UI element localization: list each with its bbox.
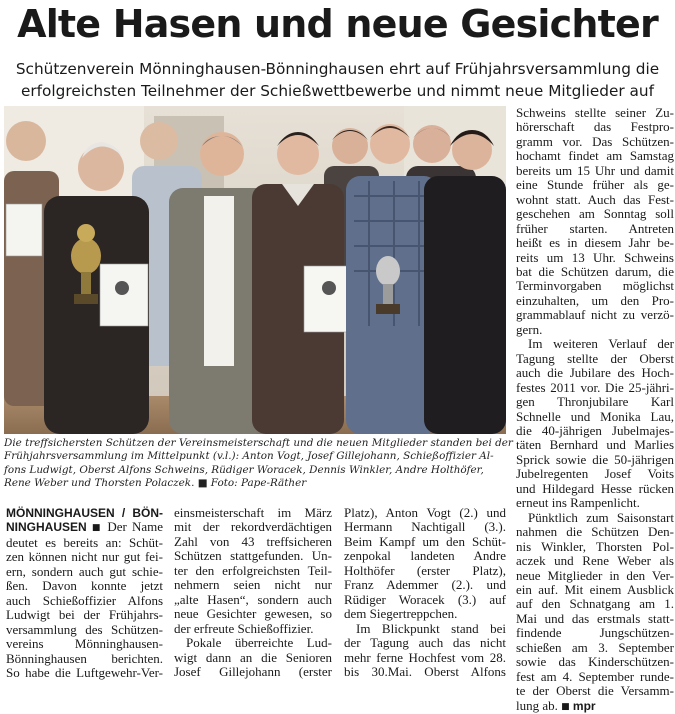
article-line: neue Gesichter gewesen, so bbox=[174, 606, 332, 622]
caption-line: Frühjahrsversammlung im Mittelpunkt (v.l.): Anton Vogt, Josef Gillejohann, Schießoffizier Al- bbox=[4, 450, 494, 463]
article-line: erneut ins Rampenlicht. bbox=[516, 495, 640, 511]
article-line: bat die Schützen darum, die bbox=[516, 263, 674, 279]
article-line: Im weiteren Verlauf der bbox=[528, 336, 674, 352]
article-line: mehr ferne Hochfest vom 28. bbox=[344, 649, 506, 665]
article-line: auf den Schnatgang am 1. bbox=[516, 596, 674, 612]
article-column-1 bbox=[6, 506, 163, 680]
article-line: Schnelle und Monika Lau, bbox=[516, 408, 674, 424]
article-line: gern. bbox=[516, 321, 543, 337]
article-line: Bönninghausen berichten. bbox=[6, 650, 163, 666]
article-line: der erfreute Schießoffizier. bbox=[174, 620, 314, 636]
article-line: Mai und das erstmals statt- bbox=[516, 610, 674, 626]
article-line: eine Stunde früher als ge- bbox=[516, 177, 674, 193]
article-line: Schweins stellte seiner Zu- bbox=[516, 105, 674, 120]
article-line: Hermann Nachtigall (3.). bbox=[344, 519, 506, 535]
article-line: deutet es bereits an: Schüt- bbox=[6, 534, 163, 550]
article-line: nahmen die Schützen Den- bbox=[516, 524, 674, 540]
article-line: Tagung stellte der Oberst bbox=[516, 350, 674, 366]
caption-line: Die treffsichersten Schützen der Vereinsmeisterschaft und die neuen Mitglieder standen bei der bbox=[4, 437, 513, 449]
article-line: reits um 13 Uhr. Schweins bbox=[516, 249, 674, 265]
article-line: sowie das Kinderschützen- bbox=[516, 654, 674, 670]
article-line: auch Schießoffizier Alfons bbox=[6, 592, 163, 608]
article-column-3 bbox=[344, 506, 506, 679]
subheadline-line: erfolgreichsten Teilnehmer der Schießwettbewerbe und nimmt neue Mitglieder auf bbox=[20, 82, 655, 100]
group-photo-illustration bbox=[4, 106, 506, 434]
article-line: heißt es in diesem Jahr be- bbox=[516, 235, 674, 251]
article-line: gen Thronjubilare Karl bbox=[516, 394, 674, 410]
article-line: dem Siegertreppchen. bbox=[344, 606, 458, 622]
article-line: mit der rekordverdächtigen bbox=[174, 519, 332, 535]
article-line: Sprick sowie die 50-jährigen bbox=[516, 451, 674, 467]
article-line: nis Winkler, Thorsten Pol- bbox=[516, 538, 674, 554]
article-line: Josef Gillejohann (erster bbox=[174, 663, 332, 679]
article-line: hochamt findet am Samstag bbox=[516, 148, 674, 164]
article-line: Franz Ademmer (2.). und bbox=[344, 577, 506, 593]
article-line: Platz), Anton Vogt (2.) und bbox=[344, 505, 506, 520]
article-line: zenpokal landeten Andre bbox=[344, 548, 506, 564]
article-line: vereins Mönninghausen- bbox=[6, 636, 163, 652]
article-line: einsmeisterschaft im März bbox=[174, 505, 332, 520]
article-line: bis 30.Mai. Oberst Alfons bbox=[344, 663, 506, 679]
article-line: die 40-jährigen Jubelmajes- bbox=[516, 422, 674, 438]
dateline: MÖNNINGHAUSEN / BÖN- bbox=[6, 506, 163, 520]
article-column-4 bbox=[516, 106, 674, 714]
article-line: festes 2011 vor. Die 25-jähri- bbox=[516, 379, 674, 395]
article-line: grammablauf nicht zu verzö- bbox=[516, 307, 674, 323]
article-line: ern, sondern auch gut schie- bbox=[6, 563, 163, 579]
article-line: wohnt statt. Auch das Fest- bbox=[516, 191, 674, 207]
subheadline-line: Schützenverein Mönninghausen-Bönninghausen ehrt auf Frühjahrsversammlung die bbox=[15, 60, 660, 78]
article-line: geschehen am Sonntag soll bbox=[516, 206, 674, 222]
headline: Alte Hasen und neue Gesichter bbox=[17, 2, 658, 46]
subheadline bbox=[0, 58, 675, 102]
caption-line: Rene Weber und Thorsten Polaczek. ■ Foto: Pape-Räther bbox=[4, 476, 307, 489]
article-line: wigt dann an die Senioren bbox=[174, 649, 332, 665]
article-line: fest am 4. September runde- bbox=[516, 668, 674, 684]
article-line: zen können nicht nur gut fei- bbox=[6, 549, 163, 565]
article-line: Holthöfer (erster Platz), bbox=[344, 562, 506, 578]
article-line: ßen. Davon konnte jetzt bbox=[6, 578, 163, 594]
article-line: Pokale überreichte Lud- bbox=[186, 635, 332, 651]
article-line: Rüdiger Woracek (3.) auf bbox=[344, 591, 506, 607]
article-line: Zahl von 43 treffsicheren bbox=[174, 533, 332, 549]
group-photo bbox=[4, 106, 506, 434]
article-end-marker-icon: ■ bbox=[561, 701, 570, 712]
photo-caption bbox=[4, 437, 513, 490]
article-last-line: lung ab. ■ mpr bbox=[516, 697, 596, 713]
article-line: So habe die Luftgewehr-Ver- bbox=[6, 664, 163, 680]
article-line: Ludwigt bei der Frühjahrs- bbox=[6, 607, 163, 623]
article-line: gramm vor. Das Schützen- bbox=[516, 133, 674, 149]
article-line: Terminvorgaben möglichst bbox=[516, 278, 674, 294]
article-line: auch die Jubilare des Hoch- bbox=[516, 365, 674, 381]
article-line: täten Bernhard und Marlies bbox=[516, 437, 674, 453]
article-line: Jubelregenten Josef Voits bbox=[516, 466, 674, 482]
article-line: aczek und Rene Weber als bbox=[516, 553, 674, 569]
article-line: schießen am 3. September bbox=[516, 639, 674, 655]
article-line: und Hildegard Hesse rücken bbox=[516, 480, 674, 496]
article-marker-icon: ■ bbox=[91, 523, 103, 534]
article-line: bereits um 15 Uhr und damit bbox=[516, 162, 674, 178]
article-line: hörerschaft das Festpro- bbox=[516, 119, 674, 135]
article-line: findende Jungschützen- bbox=[516, 625, 674, 641]
author-signature: mpr bbox=[572, 698, 596, 713]
article-line: versammlung des Schützen- bbox=[6, 621, 163, 637]
article-line: Schützen stattgefunden. Un- bbox=[174, 548, 332, 564]
article-line: neue Mitglieder in den Ver- bbox=[516, 567, 674, 583]
article-line: früher starten. Antreten bbox=[516, 220, 674, 236]
article-line: ter den erfolgreichsten Teil- bbox=[174, 562, 332, 578]
caption-line: fons Ludwigt, Oberst Alfons Schweins, Rüdiger Woracek, Dennis Winkler, Andre Holthöfer, bbox=[4, 463, 484, 476]
article-line: Im Blickpunkt stand bei bbox=[356, 620, 506, 636]
article-line: Pünktlich zum Saisonstart bbox=[528, 509, 674, 525]
article-line: Beim Kampf um den Schüt- bbox=[344, 533, 506, 549]
dateline-line-2: NINGHAUSEN ■ Der Name bbox=[6, 519, 164, 535]
article-line: einzuhalten, um den Pro- bbox=[516, 292, 674, 308]
article-line: te der Oberst die Versamm- bbox=[516, 683, 674, 699]
article-line: nehmern seien nicht nur bbox=[174, 577, 332, 593]
article-column-2 bbox=[174, 506, 332, 679]
article-line: ein auf. Mit einem Ausblick bbox=[516, 581, 674, 597]
article-line: „alte Hasen“, sondern auch bbox=[174, 591, 332, 607]
article-line: der Tagung auch das nicht bbox=[344, 635, 506, 651]
